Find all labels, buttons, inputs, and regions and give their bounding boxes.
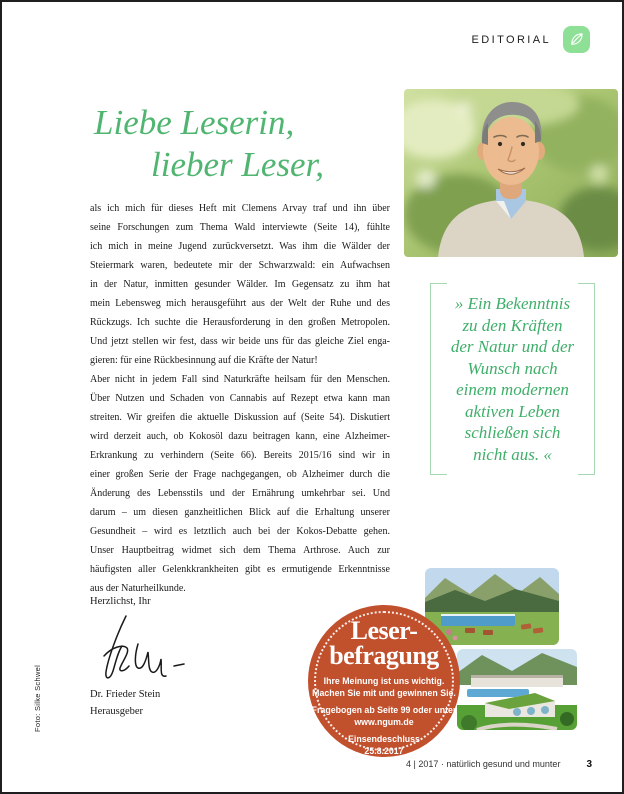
body-line: Unser Hauptbeitrag widmet sich dem Thema Arthrose. Auch zur <box>90 545 390 556</box>
body-line: in der Natur, inmitten gesunder Wälder. Im Gegensatz zu ihm hat <box>90 279 390 290</box>
author-role: Herausgeber <box>90 706 144 717</box>
body-line: Über Nutzen und Schaden von Cannabis auf Rezept etwa kann man <box>90 393 390 404</box>
survey-title-line2: befragung <box>329 641 439 670</box>
survey-title-line1: Leser- <box>350 616 418 645</box>
quote-line: nicht aus. « <box>473 444 552 464</box>
editorial-label: EDITORIAL <box>471 33 551 46</box>
body-line: wird derzeit auch, ob Kokosöl dazu beitragen kann, eine Alzheimer- <box>90 431 390 442</box>
survey-text-line: Fragebogen ab Seite 99 oder unter <box>311 705 457 715</box>
leaf-icon <box>563 26 590 53</box>
footer <box>406 759 592 770</box>
editorial-header <box>472 26 590 53</box>
photo-credit: Foto: Silke Schwel <box>33 664 42 732</box>
page-title-line1: Liebe Leserin, <box>94 103 295 142</box>
page-number: 3 <box>586 759 592 770</box>
quote-line: zu den Kräften <box>462 315 563 335</box>
quote-line: aktiven Leben <box>465 401 560 421</box>
body-line: streiten. Wir greifen die aktuelle Diskussion auf (Seite 54). Diskutiert <box>90 412 390 423</box>
quote-line: » Ein Bekenntnis <box>454 294 571 313</box>
body-line: gieren: für eine Rückbesinnung auf die Kräfte der Natur! <box>90 355 318 366</box>
resort-photo-2 <box>457 649 577 730</box>
author-name: Dr. Frieder Stein <box>90 689 161 700</box>
reader-survey-badge <box>308 605 460 757</box>
body-line: seine Forschungen zum Thema Wald interviewte (Seite 14), fühlte <box>90 222 390 233</box>
body-line: Steiermark waren, bedeutete mir der Schwarzwald: ein Aufwachsen <box>90 260 390 271</box>
signature-image <box>96 614 192 687</box>
quote-line: schließen sich <box>464 423 561 442</box>
survey-deadline-label: Einsendeschluss <box>348 734 420 744</box>
pull-quote <box>430 283 595 475</box>
editorial-body-text <box>90 199 390 598</box>
page-title <box>94 102 324 186</box>
body-line: Aber nicht in jedem Fall sind Naturkräfte heilsam für den Menschen. <box>90 374 390 385</box>
body-line: einer großen Serie der Frage nachgegangen, ob Alzheimer durch die <box>90 469 390 480</box>
portrait-photo-herausgeber <box>404 89 618 257</box>
survey-text-line: Ihre Meinung ist uns wichtig. <box>323 676 445 686</box>
body-line: Erkrankung zu verhindern (Seite 66). Bereits 2015/16 sind wir in <box>90 450 390 461</box>
salutation: Herzlichst, Ihr <box>90 596 151 607</box>
survey-deadline-date: 25.8.2017 <box>364 745 404 756</box>
author-block <box>90 686 160 720</box>
body-line: darum – um diesen ganzheitlichen Blick auf die Erhaltung unserer <box>90 507 390 518</box>
survey-url: www.ngum.de <box>354 716 414 727</box>
body-line: Rückzugs. Ich suchte die Herausforderung in den großen Metropolen. <box>90 317 390 328</box>
page-title-line2: lieber Leser, <box>151 145 325 184</box>
body-line: Und jetzt stellen wir fest, dass wir beide uns für das gleiche Ziel enga- <box>90 336 390 347</box>
body-line: aus der Naturheilkunde. <box>90 583 186 594</box>
body-line: mein Lebensweg mich herausgeführt aus der Welt der Ruhe und des <box>90 298 390 309</box>
body-line: Änderung des Lebensstils und der Ernährung umkehrbar sei. Und <box>90 488 390 499</box>
resort-photo-1 <box>425 568 559 645</box>
survey-text-line: Machen Sie mit und gewinnen Sie. <box>312 687 456 698</box>
quote-line: der Natur und der <box>450 337 575 356</box>
body-line: als ich mich für dieses Heft mit Clemens Arvay traf und ihn über <box>90 203 390 214</box>
body-line: häufigsten aller Gelenkkrankheiten gibt es ermutigende Erkenntnisse <box>90 564 390 575</box>
quote-line: einem modernen <box>456 380 569 399</box>
quote-line: Wunsch nach <box>467 358 558 378</box>
body-line: Gesundheit – wird es letztlich auch bei der Kokos-Debatte gehen. <box>90 526 390 537</box>
body-line: ich mich in meine Jugend zurückversetzt. Was ihm die Wälder der <box>90 241 390 252</box>
issue-info: 4 | 2017 · natürlich gesund und munter <box>406 759 561 769</box>
